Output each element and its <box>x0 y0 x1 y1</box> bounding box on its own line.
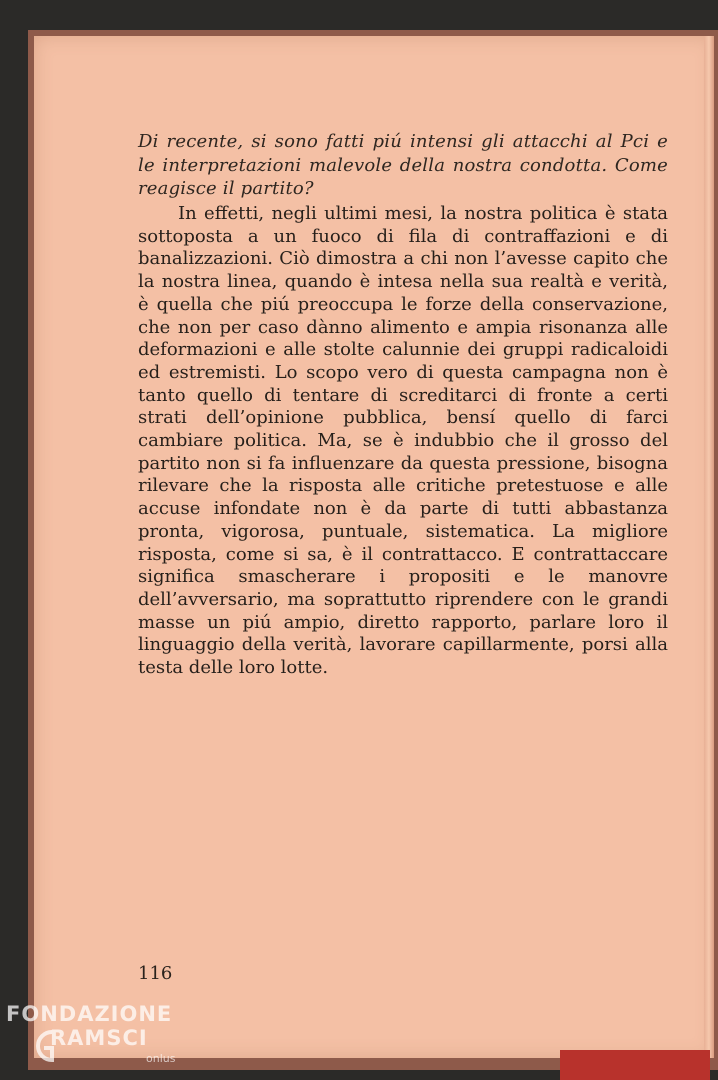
page-number: 116 <box>138 963 173 984</box>
page-edge <box>704 36 714 1058</box>
watermark-line-3: onlus <box>146 1052 176 1065</box>
watermark-line-2: RAMSCI <box>50 1026 148 1050</box>
interview-answer: In effetti, negli ultimi mesi, la nostra politica è stata sottoposta a un fuoco di fila di contraffazioni e di banalizzazioni. Ciò dimostra a chi non l’avesse capito che la nostra linea, quando è intesa nella sua realtà e verità, è quella che piú preoccupa le forze della conservazione, che non per caso dànno alimento e ampia risonanza alle deformazioni e alle stolte calunnie dei gruppi radicaloidi ed estremisti. Lo scopo vero di questa campagna non è tanto quello di tentare di screditarci di fronte a certi strati dell’opinione pubblica, bensí quello di farci cambiare politica. Ma, se è indubbio che il grosso del partito non si fa influenzare da questa pressione, bisogna rilevare che la risposta alle critiche pretestuose e alle accuse infondate non è da parte di tutti abbastanza pronta, vigorosa, puntuale, sistematica. La migliore risposta, come si sa, è il contrattacco. E contrattaccare significa smascherare i propositi e le manovre dell’avversario, ma soprattutto riprendere con le grandi masse un piú ampio, diretto rapporto, parlare loro il linguaggio della verità, lavorare capillarmente, porsi alla testa delle loro lotte. <box>138 203 668 679</box>
watermark-line-1: FONDAZIONE <box>6 1002 173 1026</box>
fondazione-gramsci-watermark <box>4 1000 204 1080</box>
red-cover-strip <box>560 1050 710 1080</box>
interview-question: Di recente, si sono fatti piú intensi gli attacchi al Pci e le interpretazioni malevole della nostra condotta. Come reagisce il partito? <box>138 131 668 199</box>
